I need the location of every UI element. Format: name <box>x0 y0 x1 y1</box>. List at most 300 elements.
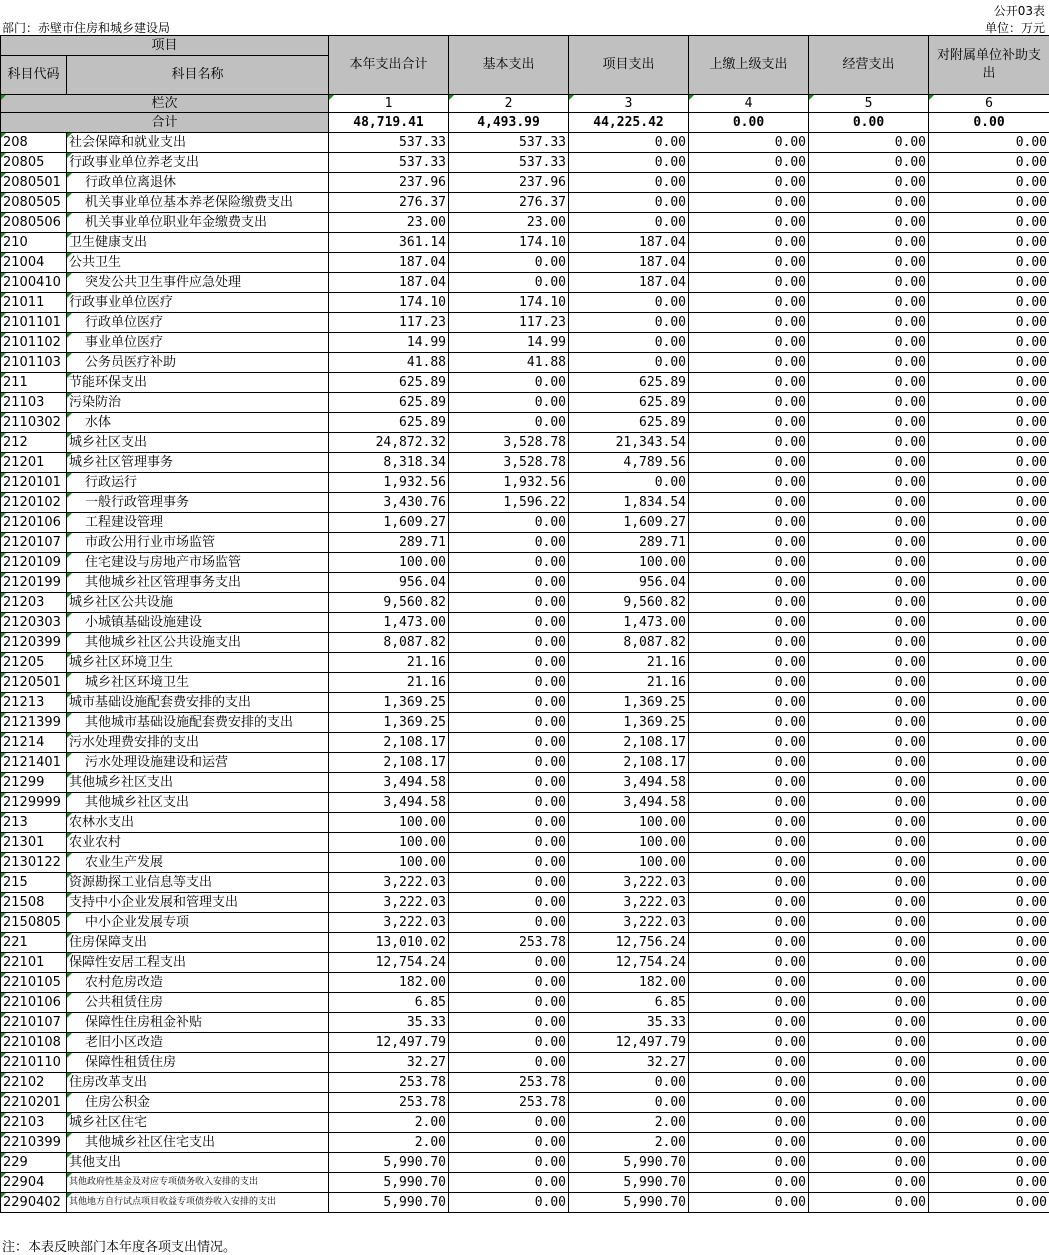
row-value: 0.00 <box>689 513 809 533</box>
row-name: 城乡社区公共设施 <box>67 593 329 613</box>
row-value: 0.00 <box>689 153 809 173</box>
row-value: 0.00 <box>809 813 929 833</box>
table-row <box>1 613 1049 633</box>
row-value: 12,497.79 <box>569 1033 689 1053</box>
row-value: 0.00 <box>689 913 809 933</box>
row-value: 3,222.03 <box>569 913 689 933</box>
row-value: 0.00 <box>449 953 569 973</box>
row-value: 1,609.27 <box>569 513 689 533</box>
row-value: 956.04 <box>569 573 689 593</box>
table-row <box>1 753 1049 773</box>
row-value: 0.00 <box>689 573 809 593</box>
row-code: 2210107 <box>1 1013 67 1033</box>
row-value: 0.00 <box>929 393 1049 413</box>
index-cell: 1 <box>329 95 449 113</box>
row-value: 289.71 <box>329 533 449 553</box>
table-row <box>1 233 1049 253</box>
row-value: 21.16 <box>569 673 689 693</box>
row-value: 0.00 <box>449 1033 569 1053</box>
row-value: 12,756.24 <box>569 933 689 953</box>
row-value: 0.00 <box>689 773 809 793</box>
row-value: 0.00 <box>449 533 569 553</box>
row-value: 0.00 <box>929 693 1049 713</box>
row-value: 0.00 <box>689 1093 809 1113</box>
row-value: 0.00 <box>929 333 1049 353</box>
row-value: 0.00 <box>929 733 1049 753</box>
row-value: 0.00 <box>809 533 929 553</box>
row-code: 21213 <box>1 693 67 713</box>
row-value: 0.00 <box>449 1053 569 1073</box>
row-name: 其他城乡社区公共设施支出 <box>67 633 329 653</box>
row-code: 2210399 <box>1 1133 67 1153</box>
row-value: 253.78 <box>329 1073 449 1093</box>
department-label: 部门：赤壁市住房和城乡建设局 <box>2 21 171 35</box>
table-row <box>1 1073 1049 1093</box>
row-value: 0.00 <box>809 853 929 873</box>
row-name: 公共卫生 <box>67 253 329 273</box>
header-business: 经营支出 <box>809 36 929 95</box>
row-value: 1,369.25 <box>329 693 449 713</box>
row-value: 0.00 <box>449 1013 569 1033</box>
row-value: 100.00 <box>569 813 689 833</box>
row-value: 0.00 <box>689 473 809 493</box>
row-code: 21103 <box>1 393 67 413</box>
row-value: 3,528.78 <box>449 453 569 473</box>
row-value: 0.00 <box>929 653 1049 673</box>
row-code: 21508 <box>1 893 67 913</box>
row-value: 0.00 <box>569 213 689 233</box>
row-code: 2210106 <box>1 993 67 1013</box>
row-value: 21.16 <box>329 673 449 693</box>
row-code: 210 <box>1 233 67 253</box>
row-value: 1,473.00 <box>329 613 449 633</box>
row-value: 0.00 <box>809 773 929 793</box>
row-value: 100.00 <box>569 853 689 873</box>
row-value: 0.00 <box>929 1173 1049 1193</box>
row-value: 537.33 <box>329 153 449 173</box>
row-value: 3,222.03 <box>329 873 449 893</box>
row-value: 0.00 <box>929 673 1049 693</box>
row-value: 0.00 <box>689 1013 809 1033</box>
table-row <box>1 573 1049 593</box>
row-value: 5,990.70 <box>569 1173 689 1193</box>
row-value: 0.00 <box>449 1153 569 1173</box>
row-value: 0.00 <box>689 1073 809 1093</box>
table-row <box>1 953 1049 973</box>
row-value: 0.00 <box>449 673 569 693</box>
table-row <box>1 673 1049 693</box>
row-value: 0.00 <box>689 1173 809 1193</box>
row-name: 城市基础设施配套费安排的支出 <box>67 693 329 713</box>
row-value: 0.00 <box>449 913 569 933</box>
row-code: 2121401 <box>1 753 67 773</box>
expenditure-table <box>0 35 1049 1213</box>
row-name: 其他支出 <box>67 1153 329 1173</box>
row-name: 小城镇基础设施建设 <box>67 613 329 633</box>
row-value: 0.00 <box>569 333 689 353</box>
row-value: 0.00 <box>689 873 809 893</box>
row-value: 0.00 <box>809 993 929 1013</box>
row-value: 0.00 <box>929 953 1049 973</box>
row-value: 0.00 <box>689 653 809 673</box>
row-value: 1,369.25 <box>569 713 689 733</box>
row-value: 0.00 <box>689 193 809 213</box>
row-value: 0.00 <box>929 813 1049 833</box>
table-row <box>1 1013 1049 1033</box>
total-value: 44,225.42 <box>569 113 689 133</box>
row-value: 0.00 <box>569 473 689 493</box>
row-name: 水体 <box>67 413 329 433</box>
row-value: 2,108.17 <box>569 753 689 773</box>
row-value: 0.00 <box>689 633 809 653</box>
row-value: 3,430.76 <box>329 493 449 513</box>
row-value: 0.00 <box>929 413 1049 433</box>
table-row <box>1 1193 1049 1213</box>
row-value: 0.00 <box>809 513 929 533</box>
row-value: 12,754.24 <box>569 953 689 973</box>
row-value: 276.37 <box>329 193 449 213</box>
row-value: 0.00 <box>929 993 1049 1013</box>
row-value: 237.96 <box>329 173 449 193</box>
row-value: 0.00 <box>689 973 809 993</box>
row-value: 3,222.03 <box>329 893 449 913</box>
row-value: 0.00 <box>449 573 569 593</box>
row-code: 2101102 <box>1 333 67 353</box>
table-row <box>1 353 1049 373</box>
row-value: 3,222.03 <box>329 913 449 933</box>
row-value: 0.00 <box>929 233 1049 253</box>
row-name: 农业生产发展 <box>67 853 329 873</box>
row-value: 0.00 <box>929 1013 1049 1033</box>
row-value: 6.85 <box>569 993 689 1013</box>
row-value: 0.00 <box>689 933 809 953</box>
row-value: 0.00 <box>809 373 929 393</box>
row-value: 0.00 <box>449 993 569 1013</box>
row-code: 211 <box>1 373 67 393</box>
row-name: 行政单位医疗 <box>67 313 329 333</box>
row-value: 100.00 <box>329 813 449 833</box>
table-row <box>1 913 1049 933</box>
row-value: 625.89 <box>569 373 689 393</box>
row-code: 2110302 <box>1 413 67 433</box>
row-value: 0.00 <box>449 793 569 813</box>
row-code: 2121399 <box>1 713 67 733</box>
row-value: 0.00 <box>929 1053 1049 1073</box>
row-value: 8,087.82 <box>569 633 689 653</box>
row-value: 0.00 <box>689 733 809 753</box>
row-value: 0.00 <box>689 173 809 193</box>
total-value: 0.00 <box>929 113 1049 133</box>
row-value: 625.89 <box>329 413 449 433</box>
row-name: 行政单位离退休 <box>67 173 329 193</box>
row-value: 12,497.79 <box>329 1033 449 1053</box>
row-value: 117.23 <box>449 313 569 333</box>
total-label: 合计 <box>1 113 329 133</box>
row-value: 1,596.22 <box>449 493 569 513</box>
row-name: 保障性住房租金补贴 <box>67 1013 329 1033</box>
row-code: 2129999 <box>1 793 67 813</box>
row-value: 0.00 <box>929 853 1049 873</box>
table-row <box>1 853 1049 873</box>
row-value: 253.78 <box>449 1093 569 1113</box>
total-value: 0.00 <box>689 113 809 133</box>
row-value: 0.00 <box>809 153 929 173</box>
row-value: 0.00 <box>689 813 809 833</box>
row-name: 社会保障和就业支出 <box>67 133 329 153</box>
row-value: 0.00 <box>809 873 929 893</box>
row-value: 625.89 <box>329 393 449 413</box>
table-row <box>1 213 1049 233</box>
row-value: 0.00 <box>689 993 809 1013</box>
row-name: 其他地方自行试点项目收益专项债券收入安排的支出 <box>67 1193 329 1213</box>
row-value: 0.00 <box>809 1053 929 1073</box>
row-value: 0.00 <box>449 393 569 413</box>
row-value: 3,528.78 <box>449 433 569 453</box>
row-value: 0.00 <box>569 173 689 193</box>
row-name: 机关事业单位基本养老保险缴费支出 <box>67 193 329 213</box>
row-value: 182.00 <box>329 973 449 993</box>
table-row <box>1 473 1049 493</box>
row-value: 187.04 <box>569 233 689 253</box>
row-value: 253.78 <box>449 1073 569 1093</box>
row-name: 其他政府性基金及对应专项债务收入安排的支出 <box>67 1173 329 1193</box>
row-value: 0.00 <box>929 753 1049 773</box>
row-value: 0.00 <box>809 733 929 753</box>
header-index-label: 栏次 <box>1 95 329 113</box>
row-value: 0.00 <box>689 673 809 693</box>
row-value: 0.00 <box>809 193 929 213</box>
row-value: 8,087.82 <box>329 633 449 653</box>
row-value: 9,560.82 <box>329 593 449 613</box>
row-value: 21.16 <box>569 653 689 673</box>
row-code: 21201 <box>1 453 67 473</box>
table-row <box>1 873 1049 893</box>
row-value: 0.00 <box>449 633 569 653</box>
row-code: 22103 <box>1 1113 67 1133</box>
row-value: 1,834.54 <box>569 493 689 513</box>
row-value: 0.00 <box>449 253 569 273</box>
row-value: 32.27 <box>329 1053 449 1073</box>
row-value: 32.27 <box>569 1053 689 1073</box>
row-value: 0.00 <box>689 693 809 713</box>
row-value: 0.00 <box>689 213 809 233</box>
row-code: 221 <box>1 933 67 953</box>
row-value: 0.00 <box>689 1153 809 1173</box>
row-value: 12,754.24 <box>329 953 449 973</box>
table-row <box>1 413 1049 433</box>
table-row <box>1 313 1049 333</box>
row-value: 1,932.56 <box>329 473 449 493</box>
row-value: 0.00 <box>929 133 1049 153</box>
row-value: 0.00 <box>689 713 809 733</box>
row-value: 0.00 <box>449 1173 569 1193</box>
row-value: 0.00 <box>929 613 1049 633</box>
row-value: 0.00 <box>689 313 809 333</box>
row-value: 0.00 <box>449 873 569 893</box>
row-code: 2210110 <box>1 1053 67 1073</box>
row-value: 0.00 <box>569 1073 689 1093</box>
row-value: 0.00 <box>809 353 929 373</box>
table-row <box>1 933 1049 953</box>
row-name: 机关事业单位职业年金缴费支出 <box>67 213 329 233</box>
row-name: 中小企业发展专项 <box>67 913 329 933</box>
row-value: 2,108.17 <box>569 733 689 753</box>
row-code: 208 <box>1 133 67 153</box>
row-code: 2120303 <box>1 613 67 633</box>
row-value: 0.00 <box>929 933 1049 953</box>
table-row <box>1 993 1049 1013</box>
row-name: 行政运行 <box>67 473 329 493</box>
row-value: 0.00 <box>569 133 689 153</box>
row-code: 22904 <box>1 1173 67 1193</box>
row-code: 2080505 <box>1 193 67 213</box>
row-value: 0.00 <box>809 273 929 293</box>
total-value: 48,719.41 <box>329 113 449 133</box>
row-name: 公共租赁住房 <box>67 993 329 1013</box>
row-value: 0.00 <box>689 793 809 813</box>
row-value: 0.00 <box>689 893 809 913</box>
row-value: 0.00 <box>689 233 809 253</box>
row-value: 0.00 <box>809 673 929 693</box>
table-row <box>1 253 1049 273</box>
row-code: 215 <box>1 873 67 893</box>
row-value: 0.00 <box>929 1093 1049 1113</box>
row-value: 0.00 <box>689 593 809 613</box>
row-value: 0.00 <box>929 1153 1049 1173</box>
row-value: 0.00 <box>929 573 1049 593</box>
row-code: 2080501 <box>1 173 67 193</box>
row-code: 2120199 <box>1 573 67 593</box>
row-code: 2120501 <box>1 673 67 693</box>
row-value: 0.00 <box>809 1113 929 1133</box>
table-row <box>1 773 1049 793</box>
row-value: 0.00 <box>449 273 569 293</box>
unit-label: 单位：万元 <box>984 21 1045 35</box>
row-value: 0.00 <box>809 493 929 513</box>
row-value: 9,560.82 <box>569 593 689 613</box>
table-row <box>1 973 1049 993</box>
row-value: 0.00 <box>689 953 809 973</box>
row-value: 0.00 <box>929 1133 1049 1153</box>
row-name: 农村危房改造 <box>67 973 329 993</box>
row-name: 支持中小企业发展和管理支出 <box>67 893 329 913</box>
row-value: 13,010.02 <box>329 933 449 953</box>
row-value: 0.00 <box>689 333 809 353</box>
row-value: 5,990.70 <box>569 1193 689 1213</box>
row-value: 253.78 <box>329 1093 449 1113</box>
row-code: 21214 <box>1 733 67 753</box>
row-name: 节能环保支出 <box>67 373 329 393</box>
row-value: 2.00 <box>569 1113 689 1133</box>
row-value: 0.00 <box>449 833 569 853</box>
row-value: 5,990.70 <box>329 1173 449 1193</box>
row-value: 0.00 <box>929 373 1049 393</box>
row-name: 城乡社区环境卫生 <box>67 653 329 673</box>
row-value: 0.00 <box>809 213 929 233</box>
row-value: 0.00 <box>449 653 569 673</box>
row-value: 0.00 <box>929 873 1049 893</box>
row-value: 0.00 <box>449 813 569 833</box>
row-name: 突发公共卫生事件应急处理 <box>67 273 329 293</box>
row-value: 0.00 <box>569 313 689 333</box>
row-value: 35.33 <box>569 1013 689 1033</box>
row-value: 0.00 <box>569 1093 689 1113</box>
header-project: 项目 <box>1 36 329 56</box>
table-row <box>1 173 1049 193</box>
row-value: 41.88 <box>449 353 569 373</box>
row-value: 2,108.17 <box>329 733 449 753</box>
row-value: 0.00 <box>689 433 809 453</box>
row-value: 0.00 <box>689 753 809 773</box>
table-row <box>1 433 1049 453</box>
row-value: 0.00 <box>569 293 689 313</box>
table-row <box>1 513 1049 533</box>
row-name: 一般行政管理事务 <box>67 493 329 513</box>
row-code: 2290402 <box>1 1193 67 1213</box>
row-value: 276.37 <box>449 193 569 213</box>
row-code: 2120102 <box>1 493 67 513</box>
row-value: 0.00 <box>809 253 929 273</box>
row-value: 0.00 <box>929 253 1049 273</box>
row-code: 2120107 <box>1 533 67 553</box>
row-value: 0.00 <box>689 833 809 853</box>
table-row <box>1 1053 1049 1073</box>
table-row <box>1 813 1049 833</box>
row-value: 0.00 <box>809 713 929 733</box>
row-code: 2210201 <box>1 1093 67 1113</box>
row-name: 其他城乡社区支出 <box>67 793 329 813</box>
table-row <box>1 273 1049 293</box>
row-value: 174.10 <box>449 293 569 313</box>
row-value: 0.00 <box>689 253 809 273</box>
row-code: 2101101 <box>1 313 67 333</box>
row-value: 0.00 <box>449 1113 569 1133</box>
row-value: 0.00 <box>929 1113 1049 1133</box>
table-row <box>1 1173 1049 1193</box>
row-code: 229 <box>1 1153 67 1173</box>
row-value: 0.00 <box>449 713 569 733</box>
row-value: 0.00 <box>689 493 809 513</box>
row-name: 其他城市基础设施配套费安排的支出 <box>67 713 329 733</box>
row-value: 537.33 <box>449 133 569 153</box>
row-value: 0.00 <box>929 453 1049 473</box>
row-value: 100.00 <box>569 833 689 853</box>
row-name: 资源勘探工业信息等支出 <box>67 873 329 893</box>
row-value: 0.00 <box>569 353 689 373</box>
footnote: 注：本表反映部门本年度各项支出情况。 <box>2 1240 237 1255</box>
row-value: 0.00 <box>809 1093 929 1113</box>
row-code: 2210108 <box>1 1033 67 1053</box>
row-value: 0.00 <box>689 353 809 373</box>
row-code: 213 <box>1 813 67 833</box>
row-code: 2080506 <box>1 213 67 233</box>
table-row <box>1 133 1049 153</box>
header-upper: 上缴上级支出 <box>689 36 809 95</box>
row-code: 22102 <box>1 1073 67 1093</box>
row-value: 0.00 <box>809 133 929 153</box>
header-code: 科目代码 <box>1 56 67 95</box>
table-row <box>1 713 1049 733</box>
table-row <box>1 393 1049 413</box>
row-value: 0.00 <box>929 773 1049 793</box>
row-value: 14.99 <box>329 333 449 353</box>
row-value: 0.00 <box>809 613 929 633</box>
row-value: 0.00 <box>809 453 929 473</box>
row-value: 100.00 <box>329 553 449 573</box>
table-row <box>1 633 1049 653</box>
row-value: 0.00 <box>809 573 929 593</box>
header-basic: 基本支出 <box>449 36 569 95</box>
